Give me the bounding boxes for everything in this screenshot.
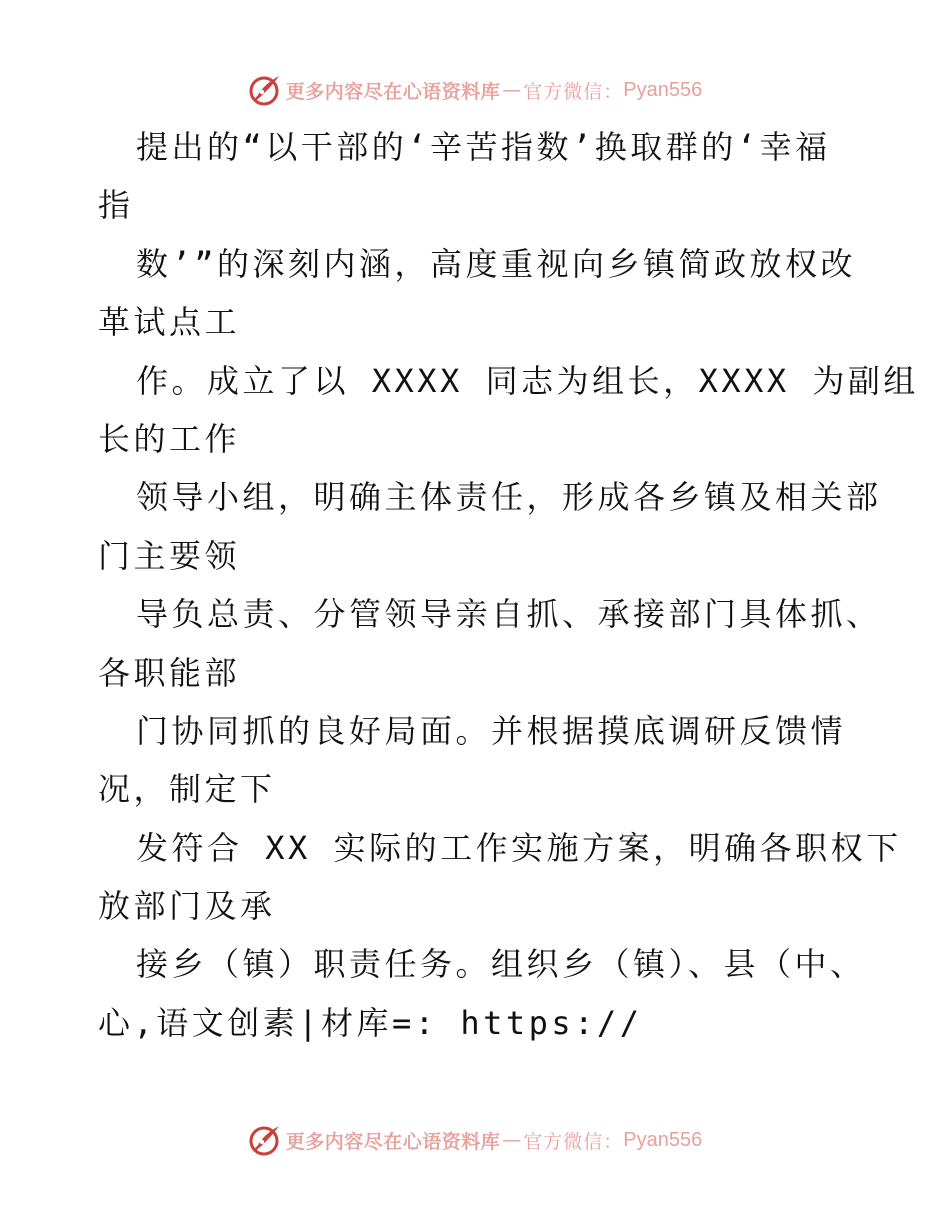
watermark-site-text: 更多内容尽在心语资料库 [285, 1130, 501, 1153]
header-watermark [0, 70, 950, 110]
text-line: 放部门及承 [98, 887, 276, 926]
text-line: 数’”的深刻内涵，高度重视向乡镇简政放权改 [136, 244, 857, 283]
text-line: 导负总责、分管领导亲自抓、承接部门具体抓、 [136, 595, 882, 634]
quill-logo-icon [248, 1123, 282, 1157]
watermark-official-text: 官方微信： [523, 1130, 624, 1153]
watermark-wechat-id: Pyan556 [623, 78, 703, 101]
text-line: 领导小组，明确主体责任，形成各乡镇及相关部 [136, 478, 882, 517]
text-line: 门主要领 [98, 536, 241, 575]
watermark-wechat-id: Pyan556 [623, 1128, 703, 1151]
text-line: 心,语文创素|材库=: https:// [98, 1003, 643, 1042]
footer-watermark [0, 1120, 950, 1160]
quill-logo-icon [248, 73, 282, 107]
text-line: 革试点工 [98, 303, 241, 342]
text-line: 提出的“以干部的‘辛苦指数’换取群的‘幸福 [136, 128, 831, 166]
text-line: 长的工作 [98, 419, 241, 458]
watermark-site-text: 更多内容尽在心语资料库 [285, 80, 501, 103]
text-line: 各职能部 [98, 653, 241, 692]
document-body [98, 118, 919, 1052]
text-line: 发符合 XX 实际的工作实施方案，明确各职权下 [136, 828, 902, 867]
text-line: 门协同抓的良好局面。并根据摸底调研反馈情 [136, 711, 847, 750]
text-line: 况，制定下 [98, 770, 276, 809]
text-line: 指 [98, 186, 134, 225]
watermark-official-text: 官方微信： [523, 80, 624, 103]
text-line: 作。成立了以 XXXX 同志为组长，XXXX 为副组 [136, 361, 919, 400]
watermark-dash: — [502, 1129, 522, 1151]
text-line: 接乡（镇）职责任务。组织乡（镇）、县（中、 [136, 945, 866, 984]
watermark-dash: — [502, 79, 522, 101]
